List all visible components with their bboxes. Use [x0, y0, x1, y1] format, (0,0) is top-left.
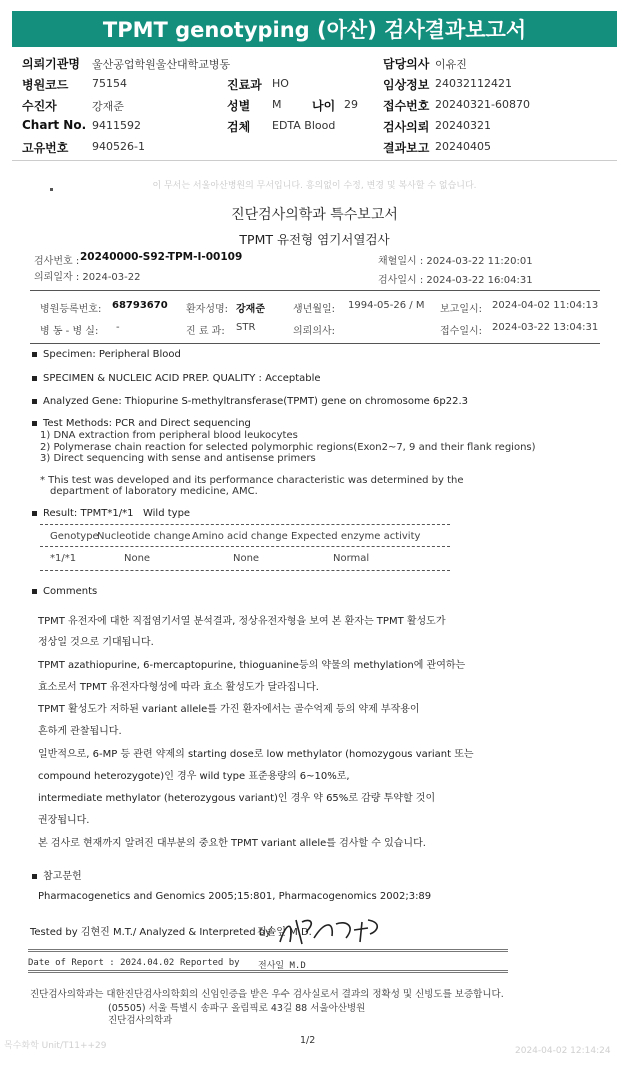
report-title-bar	[12, 11, 617, 47]
chart-label: Chart No.	[22, 118, 87, 132]
req-date: 의뢰일자 : 2024-03-22	[34, 272, 141, 283]
age-label: 나이	[312, 99, 336, 113]
comment-line: intermediate methylator (heterozygous variant)인 경우 약 65%로 감량 투약할 것이	[38, 793, 436, 804]
receipt-value: 20240321-60870	[435, 98, 530, 111]
req-doctor-label: 의뢰의사:	[293, 326, 336, 337]
specimen-section	[32, 349, 181, 360]
age-value: 29	[344, 98, 358, 111]
clinical-label: 임상정보	[383, 78, 430, 92]
report-heading: 진단검사의학과 특수보고서	[231, 207, 398, 223]
td-genotype: *1/*1	[50, 553, 77, 564]
gene-text: Analyzed Gene: Thiopurine S-methyltransferase(TPMT) gene on chromosome 6p22.3	[43, 396, 468, 407]
req-label: 검사의뢰	[383, 120, 430, 134]
note-1: * This test was developed and its performance characteristic was determined by the	[40, 475, 464, 486]
th-genotype: Genotype	[50, 531, 99, 542]
hospcode-label: 병원코드	[22, 78, 69, 92]
reg-label: 병원등록번호:	[40, 304, 102, 315]
tested-by: Tested by 김현진 M.T./ Analyzed & Interpreted by	[30, 927, 272, 938]
receipt-label: 접수번호	[383, 99, 430, 113]
chart-value: 9411592	[92, 119, 141, 132]
signature-image	[276, 912, 386, 950]
td-enzyme: Normal	[333, 553, 370, 564]
org-value: 울산공업학원울산대학교병동	[92, 58, 231, 71]
td-nucleotide: None	[124, 553, 151, 564]
table-bottom-rule	[40, 570, 450, 571]
reference-text: Pharmacogenetics and Genomics 2005;15:801, Pharmacogenomics 2002;3:89	[38, 891, 432, 902]
dept-label: 진료과	[227, 78, 262, 92]
test-date: 검사일시 : 2024-03-22 16:04:31	[378, 275, 533, 286]
dob-value: 1994-05-26 / M	[348, 300, 425, 311]
th-nucleotide: Nucleotide change	[97, 531, 191, 542]
ward-label: 병 동 - 병 실:	[40, 326, 99, 337]
table-top-rule	[40, 524, 450, 525]
result-type: Wild type	[142, 508, 191, 519]
doctor-label: 담당의사	[383, 57, 430, 71]
org-label: 의뢰기관명	[22, 57, 80, 71]
recv-value: 2024-03-22 13:04:31	[492, 322, 599, 333]
result-label: 결과보고	[383, 141, 430, 155]
report-title: TPMT genotyping (아산) 검사결과보고서	[102, 18, 527, 42]
sex-label: 성별	[227, 99, 251, 113]
quality-text: SPECIMEN & NUCLEIC ACID PREP. QUALITY : Acceptable	[43, 373, 321, 384]
watermark: 이 무서는 서울아산병원의 무서입니다. 흥의없이 수정, 변경 및 복사할 수 없습니다.	[152, 181, 477, 191]
recv-label: 접수일시:	[440, 326, 483, 337]
sign-rule-top	[28, 949, 508, 952]
result-section	[32, 508, 190, 519]
gene-section	[32, 396, 468, 407]
dept2-label: 진 료 과:	[186, 326, 225, 337]
header-divider	[12, 160, 617, 161]
reported-by: Reported by	[180, 958, 240, 968]
comments-section	[32, 586, 97, 597]
th-amino: Amino acid change	[192, 531, 288, 542]
footer-right-faint: 2024-04-02 12:14:24	[515, 1046, 611, 1056]
dept2-value: STR	[236, 322, 256, 333]
reporter-name: 전사일 M.D	[258, 961, 306, 971]
methods-section	[32, 418, 251, 429]
td-amino: None	[233, 553, 260, 564]
footer-left-faint: 목수화학 Unit/T11++29	[4, 1041, 107, 1051]
comment-line: 정상일 것으로 기대됩니다.	[38, 637, 154, 648]
comment-line: 흔하게 관찰됩니다.	[38, 726, 122, 737]
dept-footer: 진단검사의학과	[108, 1015, 173, 1026]
reg-value: 68793670	[112, 300, 168, 311]
report-subheading: TPMT 유전형 염기서열검사	[239, 232, 390, 247]
method-1: 1) DNA extraction from peripheral blood leukocytes	[40, 430, 298, 441]
patient-box	[30, 290, 600, 344]
methods-text: Test Methods: PCR and Direct sequencing	[43, 418, 251, 429]
sex-value: M	[272, 98, 282, 111]
address-text: (05505) 서울 특별시 송파구 올림픽로 43길 88 서울아산병원	[108, 1003, 366, 1014]
date-of-report: Date of Report : 2024.04.02	[28, 958, 175, 968]
th-enzyme: Expected enzyme activity	[291, 531, 421, 542]
patient-label: 수진자	[22, 99, 57, 113]
ward-value: -	[116, 322, 120, 333]
page-number: 1/2	[300, 1035, 316, 1046]
pname-value: 강재준	[236, 304, 265, 315]
id-label: 고유번호	[22, 141, 69, 155]
hospcode-value: 75154	[92, 77, 127, 90]
comment-line: 일반적으로, 6-MP 등 관련 약제의 starting dose로 low methylator (homozygous variant 또는	[38, 749, 474, 760]
dob-label: 생년월일:	[293, 304, 336, 315]
specimen-text: Specimen: Peripheral Blood	[43, 349, 181, 360]
result-value: 20240405	[435, 140, 491, 153]
reference-title: 참고문헌	[43, 871, 82, 882]
cert-text: 진단검사의학과는 대한진단검사의학회의 신임인증을 받은 우수 검사실로서 결과의 정확성 및 신빙도를 보증합니다.	[30, 989, 504, 1000]
reference-section	[32, 867, 82, 882]
comments-title: Comments	[43, 586, 98, 597]
comment-line: TPMT 유전자에 대한 직접염기서열 분석결과, 정상유전자형을 보여 본 환자는 TPMT 활성도가	[38, 616, 446, 627]
table-mid-rule	[40, 546, 450, 547]
analyst-name: 김솔잎 M.D.	[257, 927, 312, 938]
report-date-label: 보고일시:	[440, 304, 483, 315]
pname-label: 환자성명:	[186, 304, 229, 315]
dot-mark	[50, 188, 53, 191]
clinical-value: 24032112421	[435, 77, 512, 90]
report-date-value: 2024-04-02 11:04:13	[492, 300, 599, 311]
dept-value: HO	[272, 77, 289, 90]
comment-line: 본 검사로 현재까지 알려진 대부분의 중요한 TPMT variant allele를 검사할 수 있습니다.	[38, 838, 426, 849]
result-title: Result:	[43, 508, 78, 519]
doctor-value: 이유진	[435, 58, 467, 71]
patient-value: 강재준	[92, 100, 124, 113]
req-value: 20240321	[435, 119, 491, 132]
comment-line: 효소로서 TPMT 유전자다형성에 따라 효소 활성도가 달라집니다.	[38, 682, 319, 693]
test-no-label: 검사번호 :	[34, 256, 80, 267]
id-value: 940526-1	[92, 140, 145, 153]
comment-line: compound heterozygote)인 경우 wild type 표준용량의 6~10%로,	[38, 771, 350, 782]
comment-line: 권장됩니다.	[38, 815, 90, 826]
note-2: department of laboratory medicine, AMC.	[50, 486, 258, 497]
method-2: 2) Polymerase chain reaction for selected polymorphic regions(Exon2~7, 9 and their flank regions)	[40, 442, 536, 453]
comment-line: TPMT 활성도가 저하된 variant allele를 가진 환자에서는 골수억제 등의 약제 부작용이	[38, 704, 420, 715]
quality-section	[32, 373, 321, 384]
sign-rule-bottom	[28, 970, 508, 973]
method-3: 3) Direct sequencing with sense and antisense primers	[40, 453, 316, 464]
result-genotype: TPMT*1/*1	[80, 508, 134, 519]
collect-date: 채혈일시 : 2024-03-22 11:20:01	[378, 256, 533, 267]
test-no: 20240000-S92-TPM-I-00109	[80, 251, 243, 263]
specimen-value: EDTA Blood	[272, 119, 336, 132]
comment-line: TPMT azathiopurine, 6-mercaptopurine, thioguanine등의 약물의 methylation에 관여하는	[38, 660, 466, 671]
specimen-label: 검체	[227, 120, 251, 134]
